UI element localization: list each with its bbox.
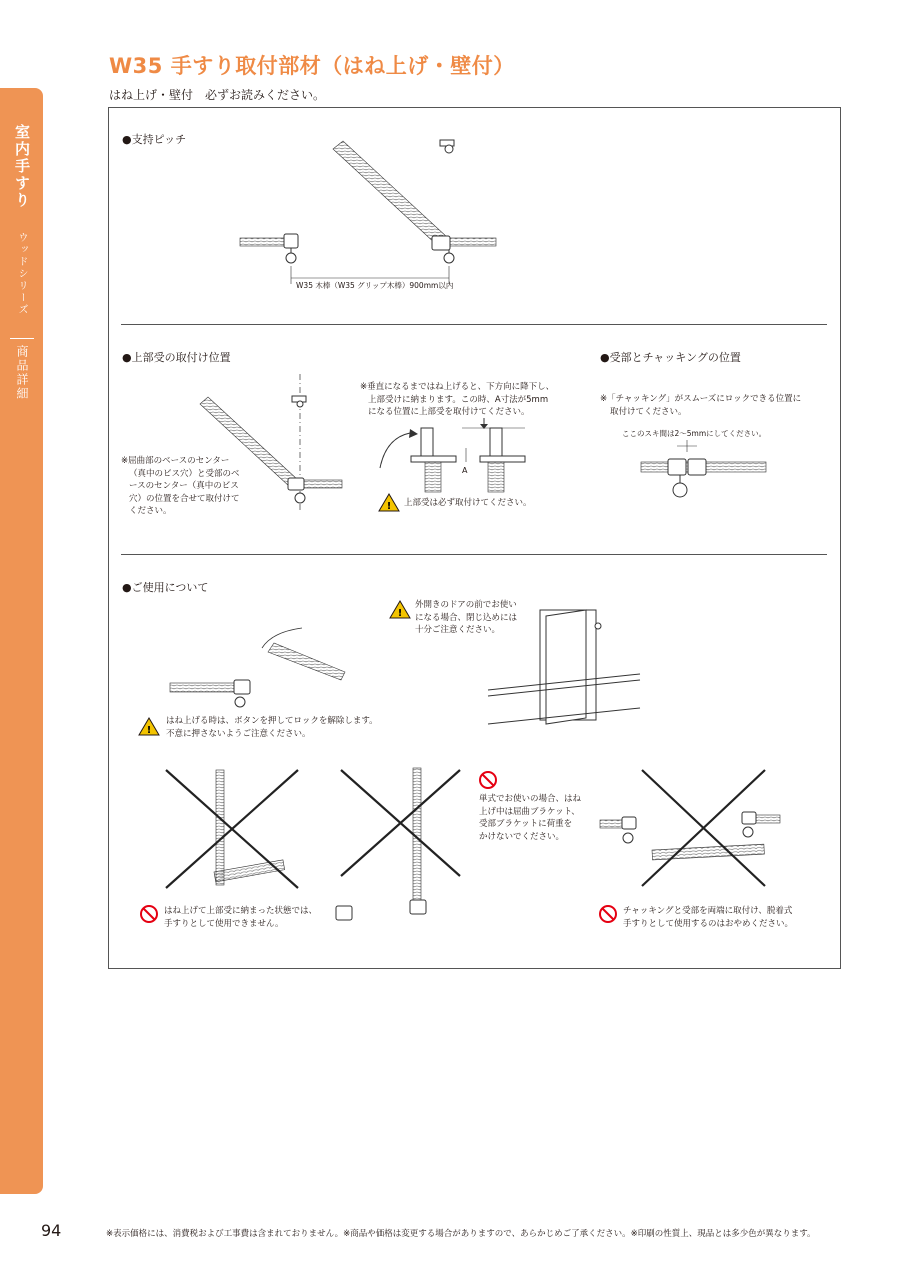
- warning-triangle-icon: [139, 718, 159, 736]
- warning-triangle-icon: [379, 494, 399, 512]
- chucking-illustration: [641, 440, 766, 497]
- svg-text:!: !: [397, 608, 403, 619]
- pitch-illustration: [240, 140, 496, 284]
- usage-illustration: [166, 610, 780, 920]
- pitch-dimension-label: W35 木棒（W35 グリップ木棒）900mm以内: [296, 281, 454, 290]
- chucking-note: ※「チャッキング」がスムーズにロックできる位置に 取付けてください。: [600, 394, 802, 417]
- prohibition-icon: [600, 906, 616, 922]
- page-title: W35 手すり取付部材（はね上げ・壁付）: [109, 54, 515, 78]
- chucking-gap-note: ここのスキ間は2～5mmにしてください。: [622, 429, 767, 438]
- sidebar-detail: 商品詳細: [15, 345, 29, 401]
- prohibit-upright-text: はね上げて上部受に納まった状態では、 手すりとして使用できません。: [164, 906, 318, 929]
- prohibit-both-text: チャッキングと受部を両端に取付け、脱着式 手すりとして使用するのはおやめください。: [623, 906, 794, 929]
- upper-note-right: ※垂直になるまではね上げると、下方向に降下し、 上部受けに納まります。この時、A寸法が5mm になる位置に上部受を取付けてください。: [360, 382, 555, 417]
- dimension-a-label: A: [462, 466, 468, 475]
- warning-button-text: はね上げる時は、ボタンを押してロックを解除します。 不意に押さないようご注意ください。: [166, 716, 378, 739]
- sidebar-category: 室内手すり: [13, 124, 31, 209]
- section-heading-upper: ●上部受の取付け位置: [122, 351, 231, 364]
- svg-text:!: !: [386, 501, 392, 512]
- footer-notice: ※表示価格には、消費税および工事費は含まれておりません。※商品や価格は変更する場合がありますので、あらかじめご了承ください。※印刷の性質上、現品とは多少色が異なります。: [106, 1229, 816, 1239]
- upper-note-left: ※屈曲部のベースのセンター （真中のビス穴）と受部のベ ースのセンター（真中のビス 穴）の位置を合せて取付けて ください。: [121, 456, 240, 516]
- upper-warning-text: 上部受は必ず取付けてください。: [404, 498, 532, 508]
- warning-door-text: 外開きのドアの前でお使い になる場合、閉じ込めには 十分ご注意ください。: [415, 600, 518, 635]
- sidebar-series: ウッドシリーズ: [16, 232, 27, 316]
- section-heading-pitch: ●支持ピッチ: [122, 133, 187, 146]
- page-subtitle: はね上げ・壁付 必ずお読みください。: [109, 88, 326, 102]
- prohibition-icon: [141, 906, 157, 922]
- prohibit-single-text: 単式でお使いの場合、はね 上げ中は屈曲ブラケット、 受部ブラケットに荷重を かけないでください。: [479, 794, 582, 842]
- warning-triangle-icon: [390, 601, 410, 619]
- section-heading-usage: ●ご使用について: [122, 581, 209, 594]
- svg-text:!: !: [146, 725, 152, 736]
- section-heading-chucking: ●受部とチャッキングの位置: [600, 351, 741, 364]
- prohibition-icon: [480, 772, 496, 788]
- page-number: 94: [41, 1221, 62, 1240]
